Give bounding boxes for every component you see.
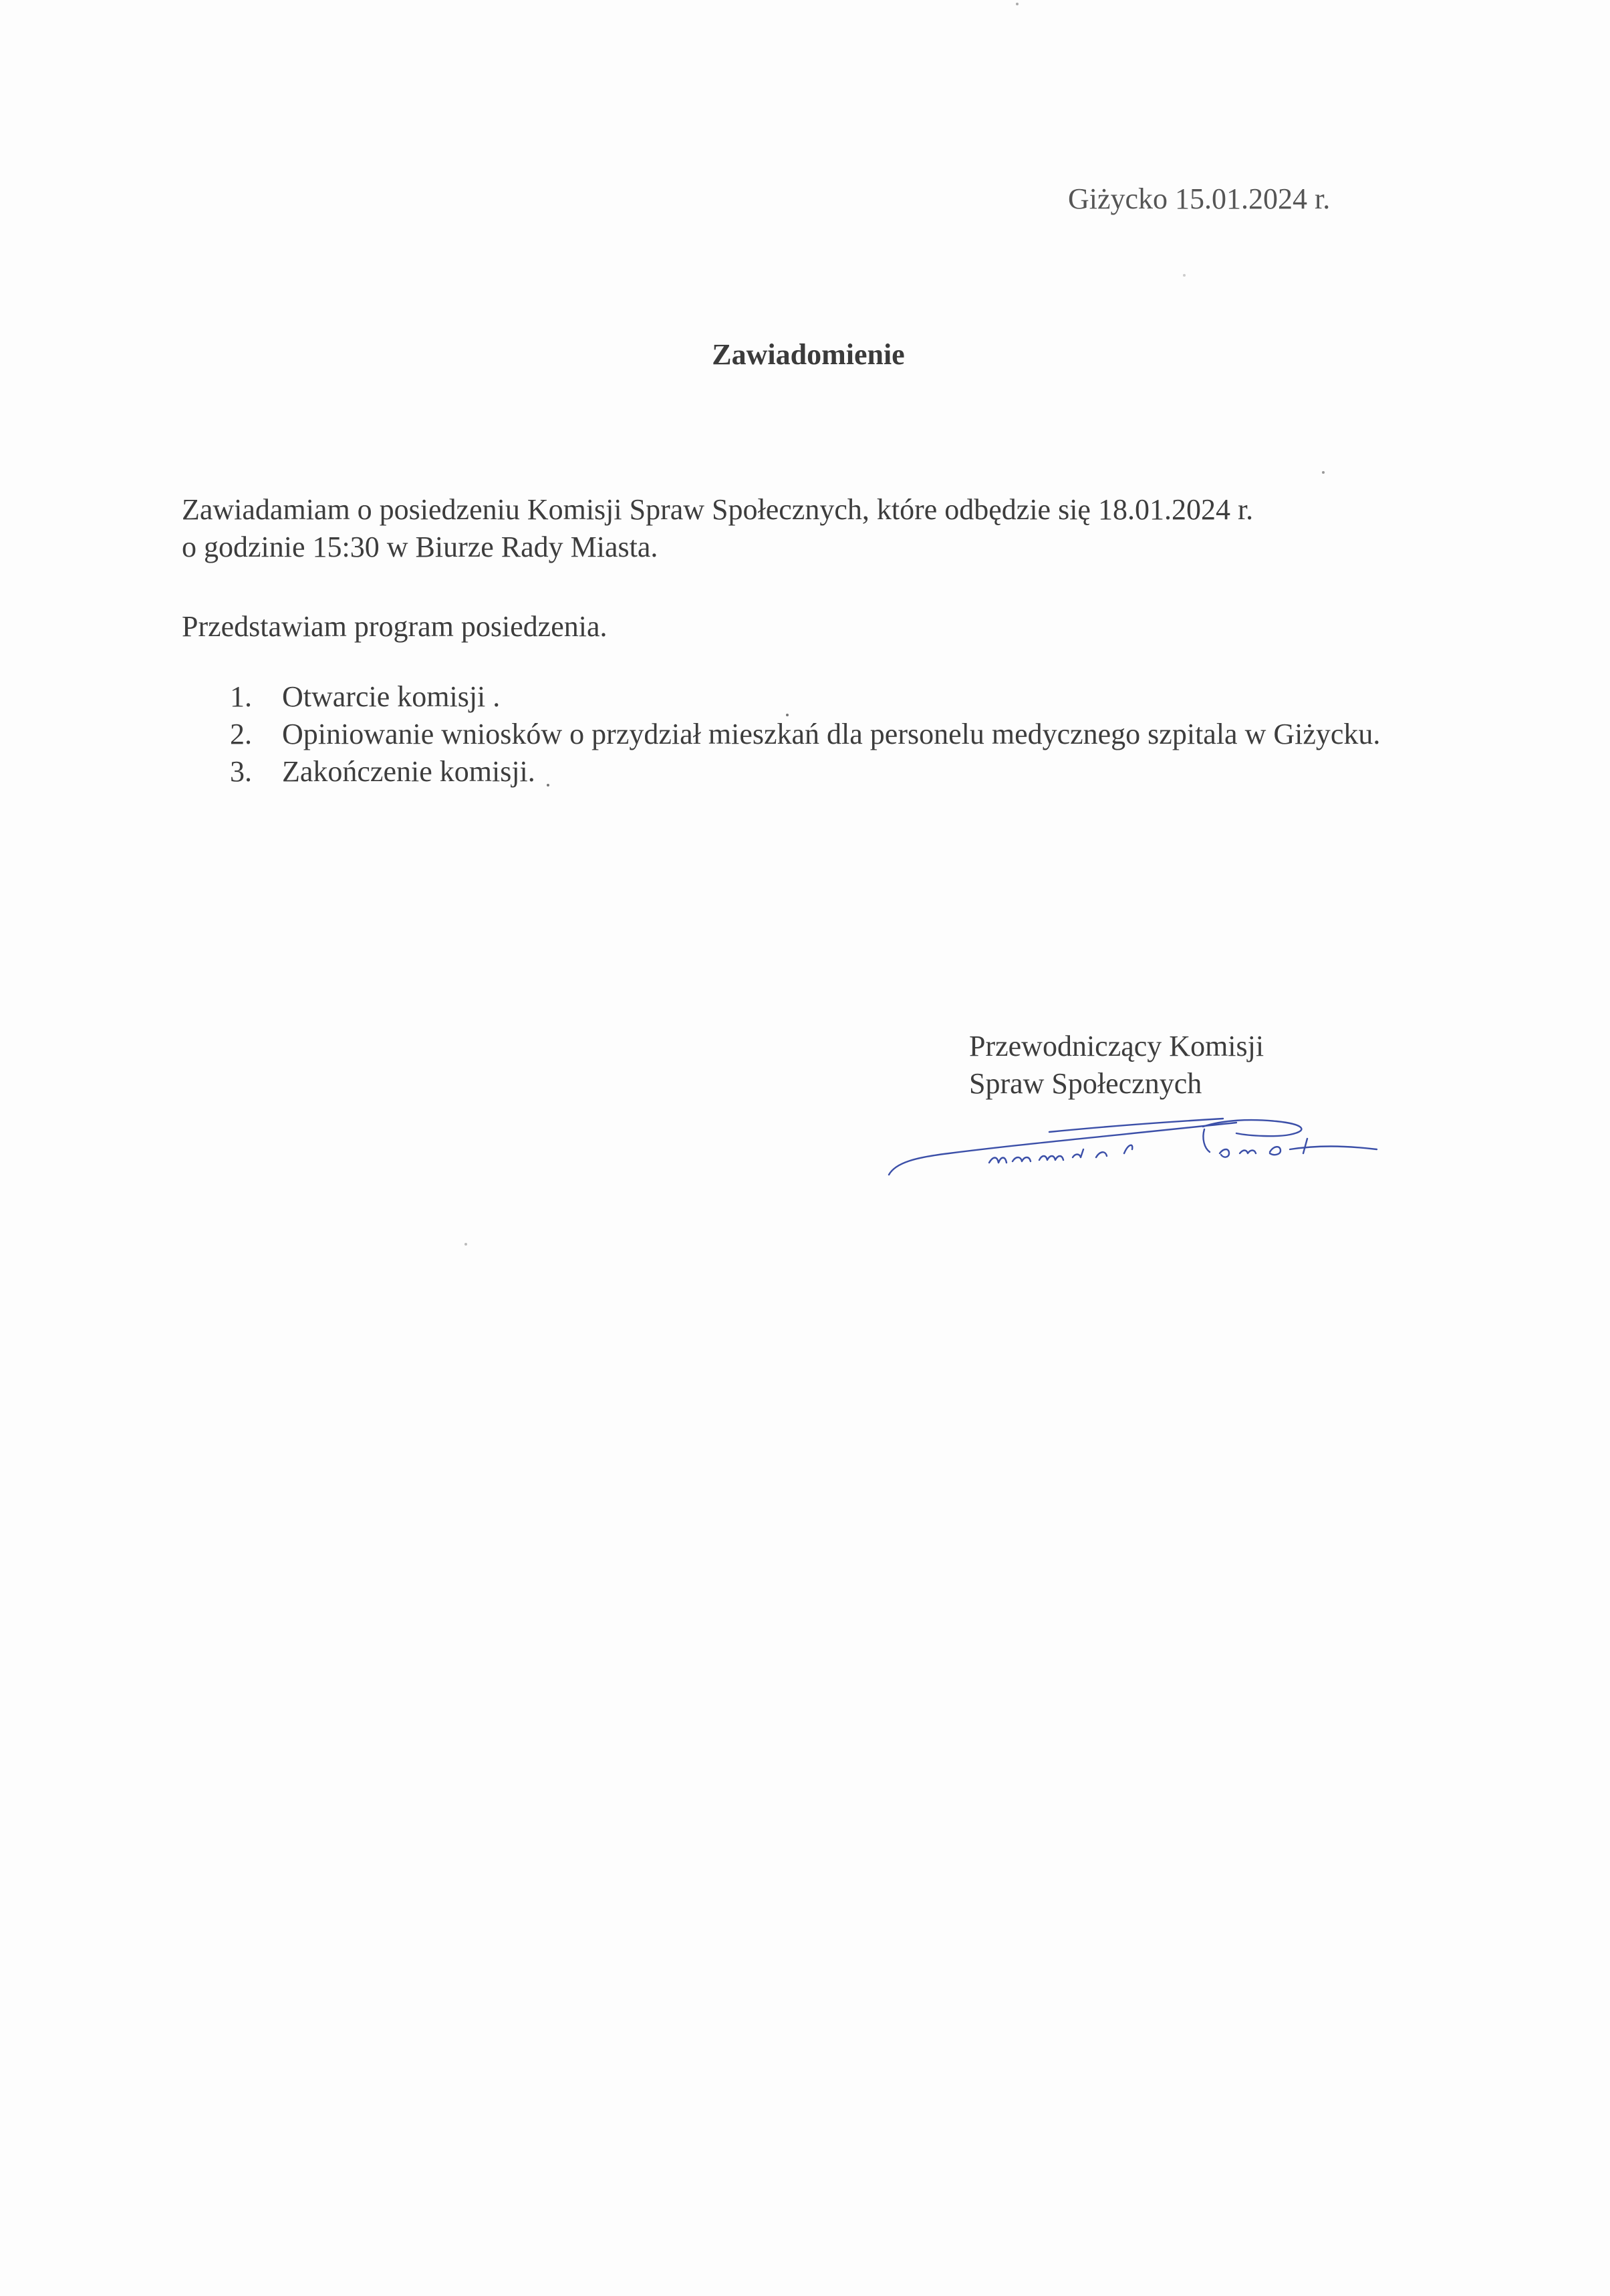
scan-speck [786, 714, 789, 716]
signature-block [969, 1028, 1264, 1103]
agenda-item [182, 678, 1485, 716]
agenda-list [182, 678, 1485, 791]
place-date: Giżycko 15.01.2024 r. [1068, 182, 1331, 215]
agenda-item [182, 716, 1485, 753]
program-intro: Przedstawiam program posiedzenia. [182, 610, 608, 643]
scan-speck [547, 784, 549, 786]
agenda-item-text: Otwarcie komisji . [282, 680, 501, 713]
agenda-item [182, 753, 1485, 791]
signatory-title-line-2: Spraw Społecznych [969, 1067, 1202, 1100]
scan-speck [1322, 471, 1325, 474]
scan-speck [464, 1243, 467, 1246]
intro-paragraph [182, 491, 1253, 566]
intro-line-2: o godzinie 15:30 w Biurze Rady Miasta. [182, 531, 658, 563]
scan-speck [1016, 3, 1019, 5]
scan-speck [1183, 274, 1186, 277]
agenda-item-number: 2. [230, 718, 252, 750]
document-title: Zawiadomienie [712, 338, 905, 371]
intro-line-1: Zawiadamiam o posiedzeniu Komisji Spraw Społecznych, które odbędzie się 18.01.2024 r. [182, 493, 1254, 526]
agenda-item-text: Opiniowanie wniosków o przydział mieszkań dla personelu medycznego szpitala w Giżycku. [282, 718, 1381, 750]
agenda-item-number: 3. [230, 755, 252, 788]
signatory-title-line-1: Przewodniczący Komisji [969, 1030, 1264, 1062]
handwritten-signature [876, 1096, 1397, 1183]
agenda-item-number: 1. [230, 680, 252, 713]
agenda-item-text: Zakończenie komisji. [282, 755, 535, 788]
